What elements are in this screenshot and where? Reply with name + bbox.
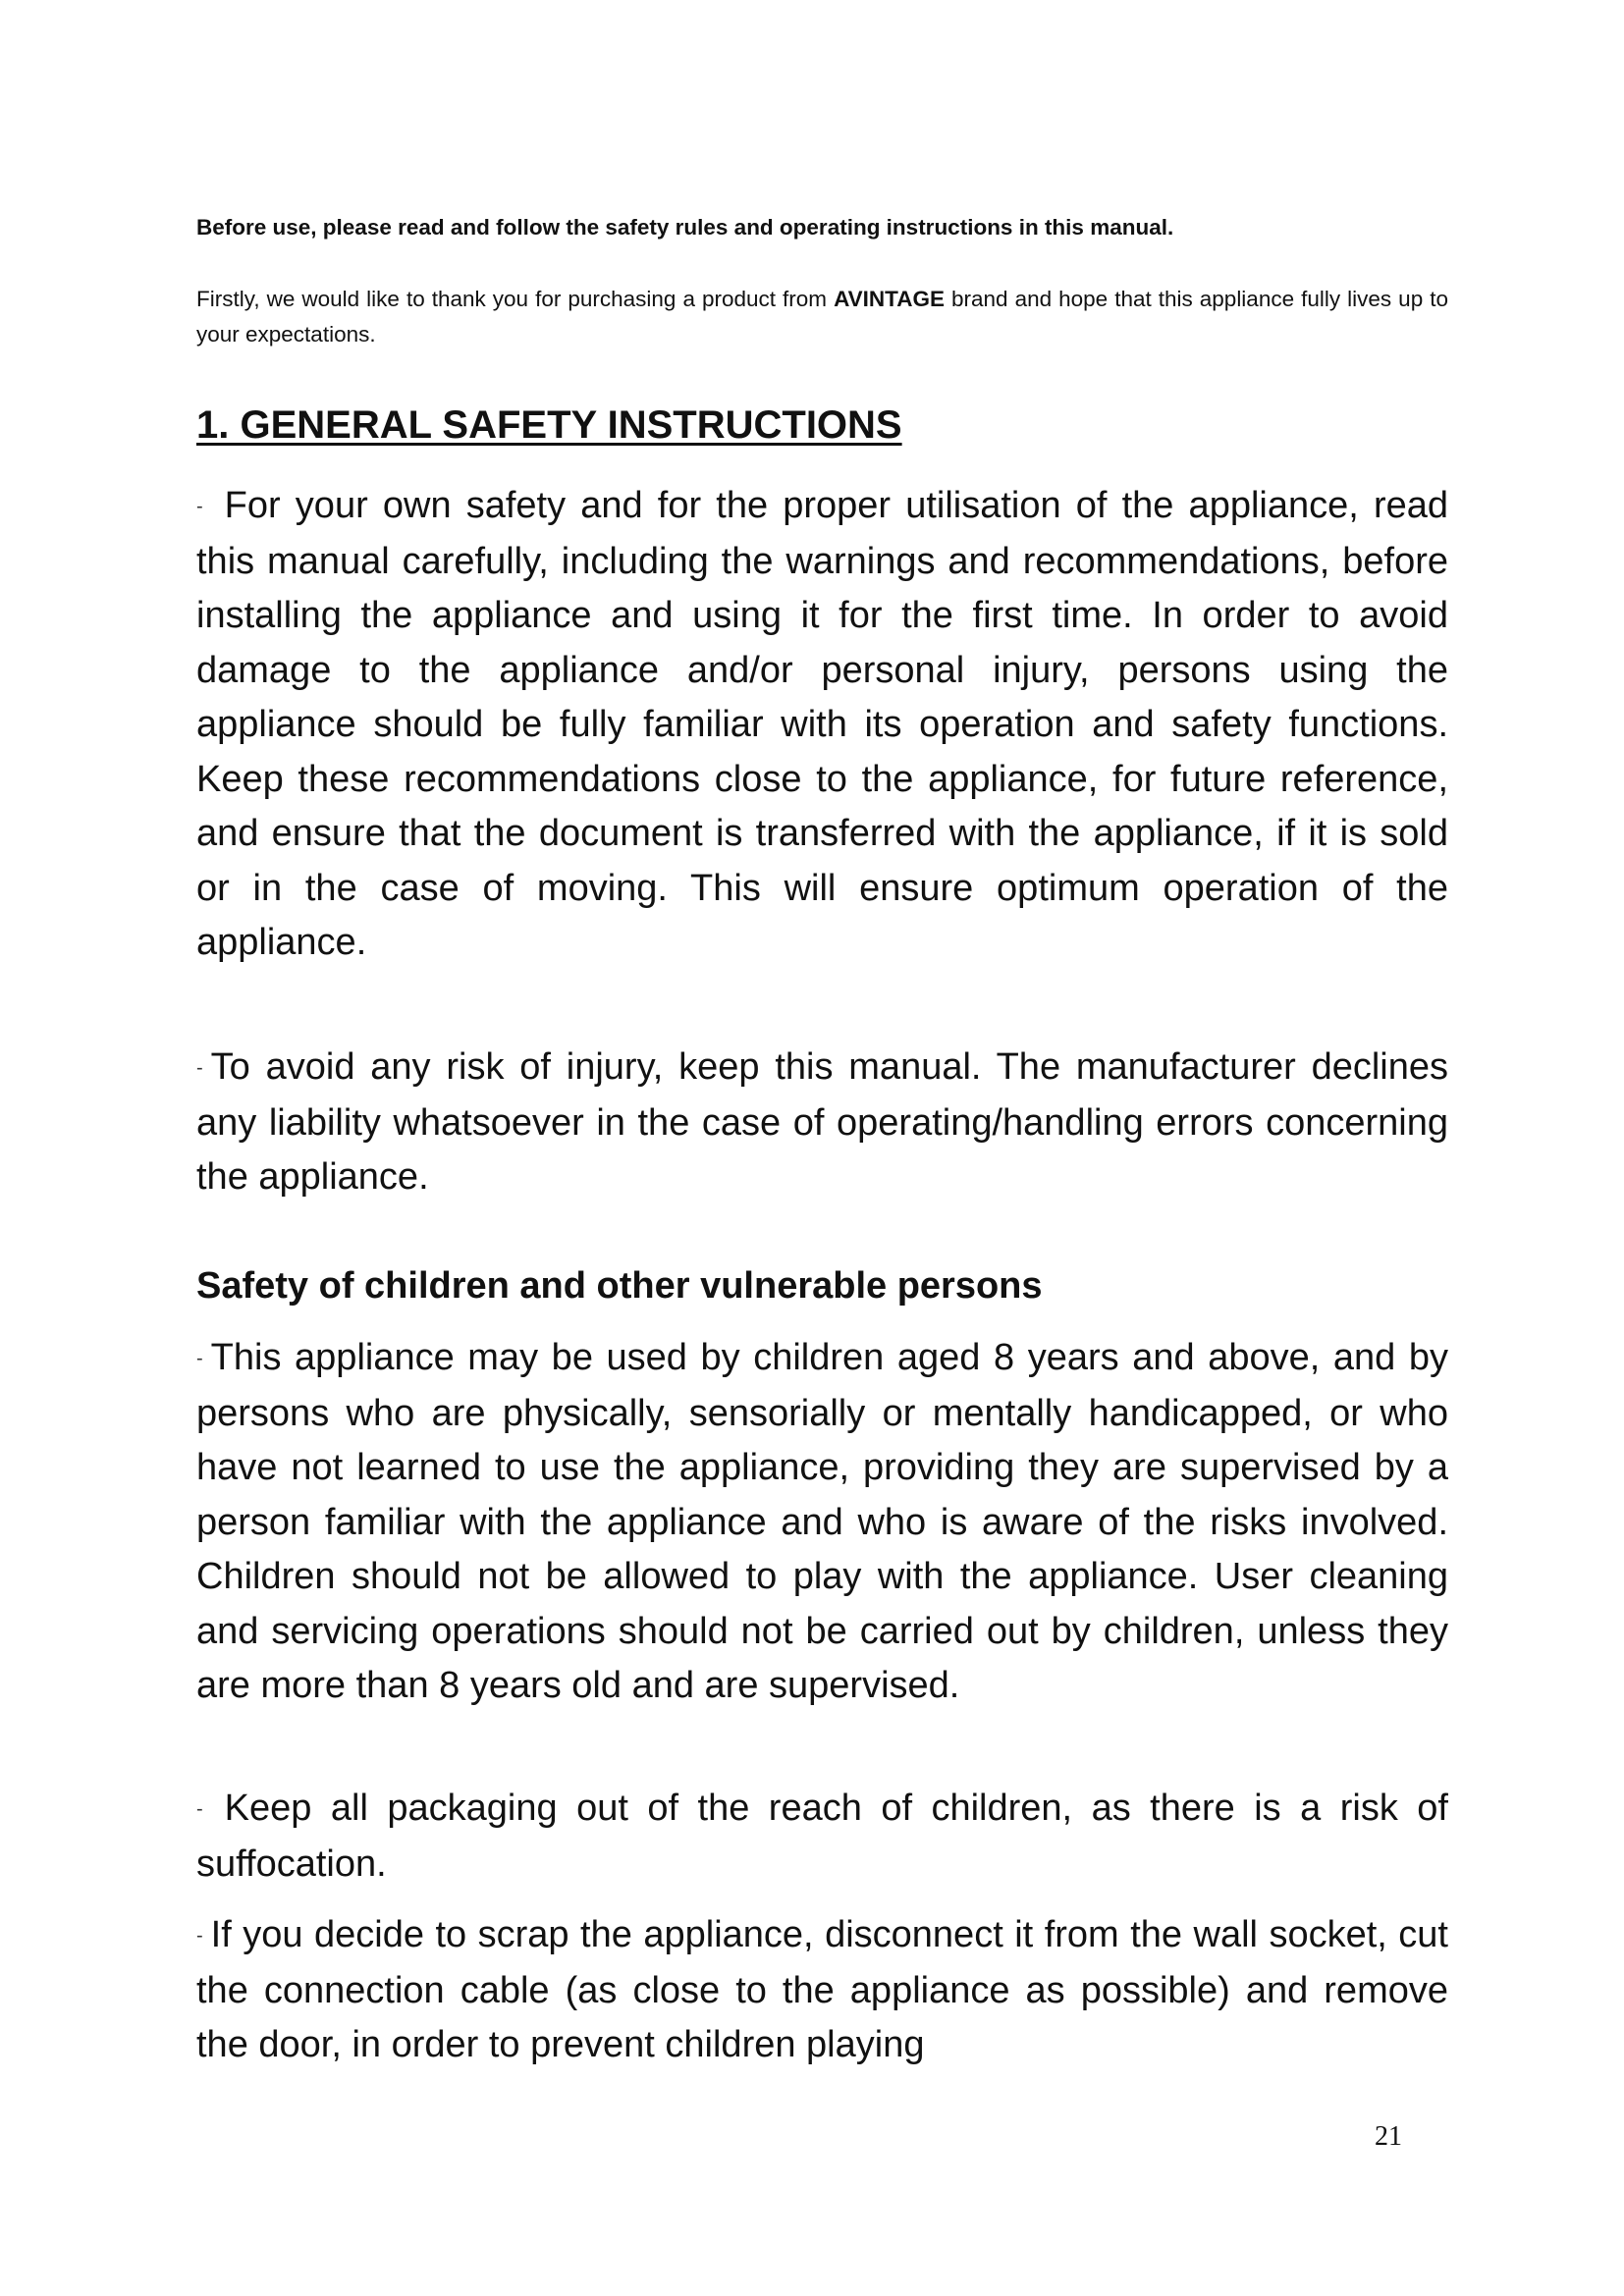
bullet-dash: - (196, 1925, 203, 1948)
manual-page (196, 0, 1448, 2296)
general-safety-paragraph-1 (196, 479, 1448, 971)
intro-instruction: Before use, please read and follow the safety rules and operating instructions in this manual. (196, 215, 1174, 240)
paragraph-text: To avoid any risk of injury, keep this manual. The manufacturer declines any liability whatsoever in the case of operating/handling errors concerning the appliance. (196, 1046, 1448, 1199)
brand-name: AVINTAGE (834, 287, 945, 311)
paragraph-text: This appliance may be used by children aged 8 years and above, and by persons who are physically, sensorially or mentally handicapped, or who have not learned to use the appliance, providing they are supervised by a person familiar with the appliance and who is aware of the risks involved. Children should not be allowed to play with the appliance. User cleaning and servicing operations should not be carried out by children, unless they are more than 8 years old and are supervised. (196, 1337, 1448, 1707)
children-safety-paragraph-1 (196, 1331, 1448, 1714)
paragraph-text: Keep all packaging out of the reach of children, as there is a risk of suffocation. (196, 1788, 1448, 1885)
intro-thanks-before: Firstly, we would like to thank you for purchasing a product from (196, 287, 835, 311)
general-safety-paragraph-2 (196, 1041, 1448, 1205)
children-safety-paragraph-2 (196, 1782, 1448, 1892)
bullet-dash: - (196, 1057, 203, 1080)
subsection-heading: Safety of children and other vulnerable persons (196, 1265, 1043, 1307)
intro-thanks-after: brand and hope that this appliance fully lives up to your expectations. (196, 287, 1448, 347)
children-safety-paragraph-3 (196, 1908, 1448, 2073)
bullet-dash: - (196, 496, 203, 518)
section-heading: 1. GENERAL SAFETY INSTRUCTIONS (196, 403, 902, 447)
paragraph-text: If you decide to scrap the appliance, disconnect it from the wall socket, cut the connection cable (as close to the appliance as possible) and remove the door, in order to prevent children playing (196, 1914, 1448, 2066)
bullet-dash: - (196, 1798, 203, 1821)
bullet-dash: - (196, 1348, 203, 1370)
page-number: 21 (1375, 2121, 1402, 2152)
paragraph-text: For your own safety and for the proper utilisation of the appliance, read this manual carefully, including the warnings and recommendations, before installing the appliance and using it for the first time. In order to avoid damage to the appliance and/or personal injury, persons using the appliance should be fully familiar with its operation and safety functions. Keep these recommendations close to the appliance, for future reference, and ensure that the document is transferred with the appliance, if it is sold or in the case of moving. This will ensure optimum operation of the appliance. (196, 485, 1448, 964)
intro-thanks (196, 282, 1448, 352)
